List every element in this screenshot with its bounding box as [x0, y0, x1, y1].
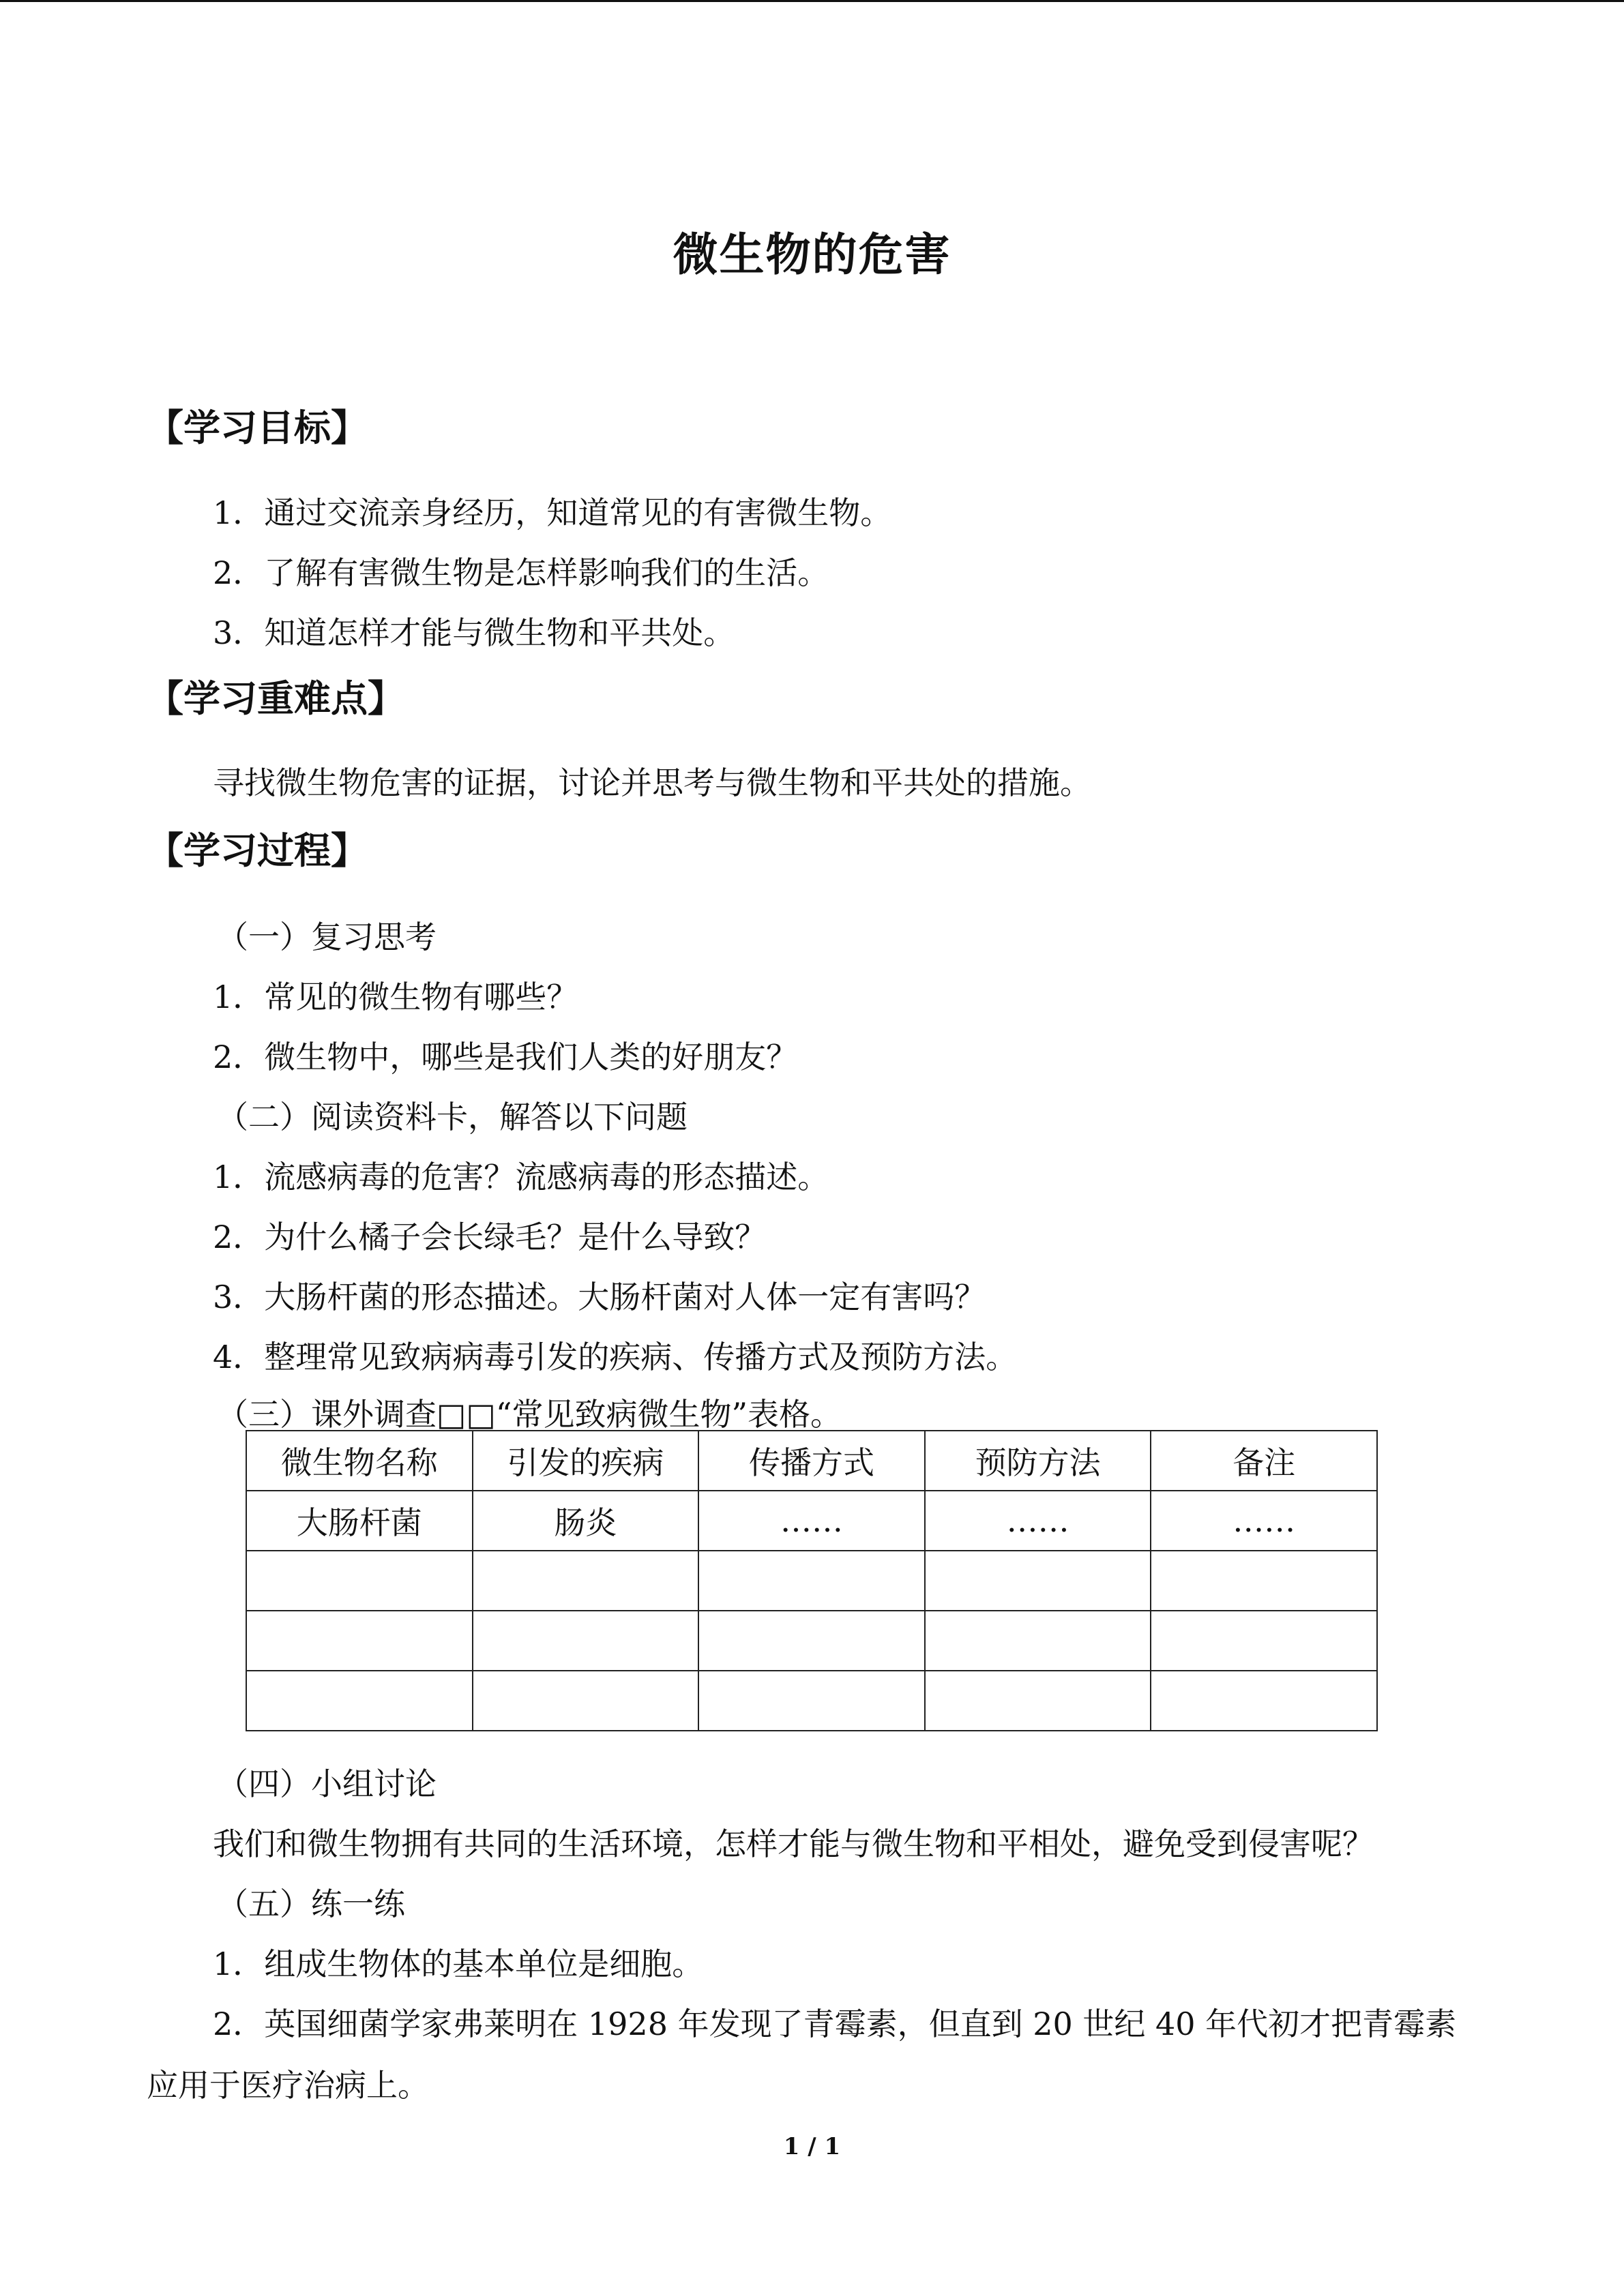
key-points-text: 寻找微生物危害的证据，讨论并思考与微生物和平共处的措施。: [213, 764, 1091, 801]
table-cell: [925, 1611, 1151, 1671]
part2-item-3: 3．大肠杆菌的形态描述。大肠杆菌对人体一定有害吗？: [213, 1279, 986, 1315]
table-header-cell: 传播方式: [698, 1431, 925, 1491]
table-header-cell: 备注: [1151, 1431, 1377, 1491]
page-number: 1 / 1: [783, 2133, 841, 2160]
part1-item-1: 1．常见的微生物有哪些？: [213, 979, 578, 1015]
table-cell: ……: [698, 1491, 925, 1551]
part5-item-2-line-1: 2．英国细菌学家弗莱明在 1928 年发现了青霉素，但直到 20 世纪 40 年代初才把青霉素: [213, 2006, 1457, 2042]
part2-item-1: 1．流感病毒的危害？流感病毒的形态描述。: [213, 1159, 829, 1195]
page-title: 微生物的危害: [673, 228, 951, 281]
process-heading: 【学习过程】: [147, 829, 368, 872]
part2-label: （二）阅读资料卡，解答以下问题: [217, 1099, 688, 1135]
part5-label: （五）练一练: [217, 1885, 405, 1922]
table-cell: [925, 1551, 1151, 1611]
table-header-cell: 预防方法: [925, 1431, 1151, 1491]
table-header-cell: 引发的疾病: [473, 1431, 699, 1491]
part1-label: （一）复习思考: [217, 919, 437, 955]
table-header-cell: 微生物名称: [246, 1431, 473, 1491]
part4-label: （四）小组讨论: [217, 1765, 437, 1802]
key-points-heading: 【学习重难点】: [147, 677, 404, 720]
table-cell: [925, 1671, 1151, 1731]
part3-label: （三）课外调查□□“常见致病微生物”表格。: [217, 1396, 842, 1433]
table-cell: [473, 1551, 699, 1611]
table-cell: [246, 1551, 473, 1611]
table-cell: [698, 1671, 925, 1731]
table-header-row: [246, 1431, 1377, 1491]
part5-item-1: 1．组成生物体的基本单位是细胞。: [213, 1945, 704, 1982]
table-cell: [1151, 1611, 1377, 1671]
table-row: [246, 1671, 1377, 1731]
table-cell: ……: [1151, 1491, 1377, 1551]
table-cell: [1151, 1551, 1377, 1611]
table-cell: [473, 1671, 699, 1731]
table-cell: 大肠杆菌: [246, 1491, 473, 1551]
goals-heading: 【学习目标】: [147, 406, 368, 449]
table-cell: [246, 1671, 473, 1731]
table-cell: [698, 1551, 925, 1611]
table-row: [246, 1491, 1377, 1551]
part2-item-2: 2．为什么橘子会长绿毛？是什么导致？: [213, 1219, 767, 1255]
table-cell: ……: [925, 1491, 1151, 1551]
part4-text: 我们和微生物拥有共同的生活环境，怎样才能与微生物和平相处，避免受到侵害呢？: [213, 1825, 1374, 1862]
goal-item-2: 2．了解有害微生物是怎样影响我们的生活。: [213, 554, 829, 591]
goal-item-3: 3．知道怎样才能与微生物和平共处。: [213, 614, 735, 651]
table-row: [246, 1611, 1377, 1671]
part1-item-2: 2．微生物中，哪些是我们人类的好朋友？: [213, 1039, 798, 1075]
table-cell: [473, 1611, 699, 1671]
table-cell: [1151, 1671, 1377, 1731]
table-cell: 肠炎: [473, 1491, 699, 1551]
table-cell: [246, 1611, 473, 1671]
part2-item-4: 4．整理常见致病病毒引发的疾病、传播方式及预防方法。: [213, 1339, 1018, 1375]
table-row: [246, 1551, 1377, 1611]
part5-item-2-line-2: 应用于医疗治病上。: [147, 2067, 429, 2104]
goal-item-1: 1．通过交流亲身经历，知道常见的有害微生物。: [213, 494, 892, 531]
table-cell: [698, 1611, 925, 1671]
pathogen-table: [246, 1430, 1378, 1731]
top-rule: [0, 0, 1624, 2]
